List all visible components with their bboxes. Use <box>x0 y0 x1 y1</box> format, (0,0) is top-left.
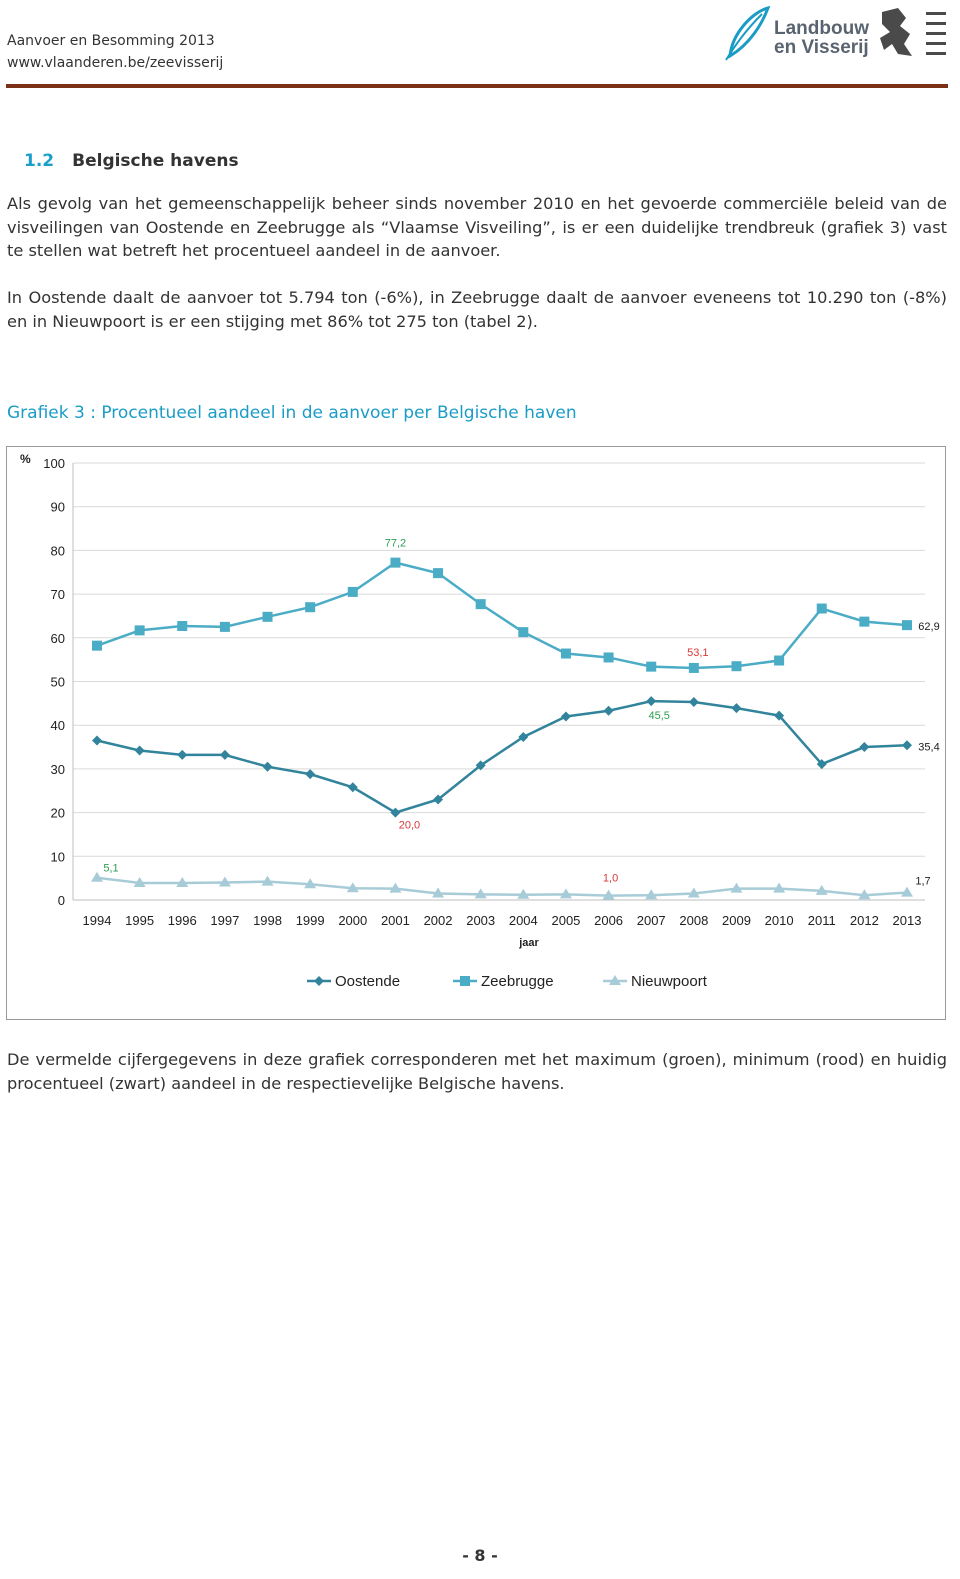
x-tick-label: 2011 <box>807 913 836 928</box>
x-tick-label: 2003 <box>466 913 496 928</box>
data-point-zeebrugge <box>177 621 187 631</box>
data-label: 20,0 <box>398 819 421 832</box>
data-point-zeebrugge <box>817 604 827 614</box>
data-point-oostende <box>305 769 315 779</box>
y-tick-label: 10 <box>50 849 65 865</box>
data-point-oostende <box>561 711 571 721</box>
data-point-zeebrugge <box>433 568 443 578</box>
x-tick-label: 1997 <box>210 913 240 928</box>
data-point-zeebrugge <box>859 617 869 627</box>
chart-container <box>6 446 946 1020</box>
x-tick-label: 2001 <box>380 913 410 928</box>
data-point-oostende <box>902 740 912 750</box>
series-line-zeebrugge <box>97 563 907 668</box>
x-tick-label: 2005 <box>551 913 581 928</box>
x-tick-label: 1998 <box>253 913 282 928</box>
y-tick-label: 0 <box>57 893 65 908</box>
data-point-oostende <box>646 696 656 706</box>
legend-label: Zeebrugge <box>481 973 554 990</box>
section-title: Belgische havens <box>72 151 239 171</box>
data-point-oostende <box>220 750 230 760</box>
legend-label: Nieuwpoort <box>631 973 707 990</box>
data-point-zeebrugge <box>689 663 699 673</box>
x-tick-label: 2006 <box>594 913 624 928</box>
data-label: 5,1 <box>103 862 119 875</box>
y-tick-label: 30 <box>50 761 65 777</box>
lion-icon <box>880 8 946 56</box>
chart-caption: Grafiek 3 : Procentueel aandeel in de aanvoer per Belgische haven <box>7 403 577 423</box>
x-tick-label: 1995 <box>125 913 155 928</box>
data-point-oostende <box>859 742 869 752</box>
x-tick-label: 1999 <box>295 913 325 928</box>
data-point-oostende <box>177 750 187 760</box>
y-tick-label: 50 <box>50 674 65 690</box>
paragraph-chart-note: De vermelde cijfergegevens in deze grafiek corresponderen met het maximum (groen), minimum (rood) en huidig procentueel (zwart) aandeel in de respectievelijke Belgische havens. <box>7 1050 947 1093</box>
logo-text-2: en Visserij <box>774 37 869 58</box>
y-tick-label: 100 <box>43 456 65 471</box>
data-point-zeebrugge <box>731 661 741 671</box>
data-point-oostende <box>263 762 273 772</box>
data-point-zeebrugge <box>646 662 656 672</box>
y-tick-label: 70 <box>50 587 65 603</box>
y-tick-label: 40 <box>50 718 65 734</box>
legend-label: Oostende <box>335 973 401 990</box>
x-tick-label: 2002 <box>423 913 453 928</box>
data-point-nieuwpoort <box>901 887 913 897</box>
data-point-zeebrugge <box>476 599 486 609</box>
data-point-zeebrugge <box>604 652 614 662</box>
data-label: 77,2 <box>384 537 407 550</box>
data-point-zeebrugge <box>902 620 912 630</box>
x-tick-label: 1994 <box>82 913 112 928</box>
data-point-zeebrugge <box>561 649 571 659</box>
data-point-zeebrugge <box>348 587 358 597</box>
data-label: 35,4 <box>918 741 940 754</box>
data-point-zeebrugge <box>518 627 528 637</box>
data-label: 45,5 <box>648 710 670 723</box>
x-tick-label: 2008 <box>679 913 709 928</box>
data-point-zeebrugge <box>92 641 102 651</box>
paragraph-intro: Als gevolg van het gemeenschappelijk beheer sinds november 2010 en het gevoerde commerciële beleid van de visveilingen van Oostende en Zeebrugge als “Vlaamse Visveiling”, is er een duidelijke trendbreuk (grafiek 3) vast te stellen wat betreft het procentueel aandeel in de aanvoer. <box>7 194 947 260</box>
paragraph-ports: In Oostende daalt de aanvoer tot 5.794 ton (-6%), in Zeebrugge daalt de aanvoer eveneens tot 10.290 ton (-8%) en in Nieuwpoort is er een stijging met 86% tot 275 ton (tabel 2). <box>7 288 947 331</box>
y-tick-label: 20 <box>50 805 65 821</box>
data-point-oostende <box>689 697 699 707</box>
data-point-zeebrugge <box>305 602 315 612</box>
y-tick-label: 60 <box>50 630 65 646</box>
data-point-nieuwpoort <box>91 872 103 882</box>
x-tick-label: 2007 <box>636 913 666 928</box>
document-title: Aanvoer en Besomming 2013 <box>7 33 215 49</box>
x-tick-label: 2013 <box>892 913 922 928</box>
data-point-oostende <box>604 706 614 716</box>
line-chart <box>7 447 944 1018</box>
data-point-oostende <box>731 703 741 713</box>
y-axis-label: % <box>20 452 31 466</box>
series-line-nieuwpoort <box>97 878 907 896</box>
data-point-zeebrugge <box>263 612 273 622</box>
leaf-icon <box>726 8 768 60</box>
data-point-zeebrugge <box>135 625 145 635</box>
data-label: 1,0 <box>602 872 619 885</box>
data-label: 62,9 <box>918 621 940 634</box>
y-tick-label: 90 <box>50 499 65 515</box>
website-link[interactable]: www.vlaanderen.be/zeevisserij <box>7 55 224 71</box>
data-point-zeebrugge <box>390 558 400 568</box>
legend-marker <box>460 976 470 986</box>
x-tick-label: 2009 <box>722 913 751 928</box>
section-heading <box>24 151 239 171</box>
y-tick-label: 80 <box>50 543 65 559</box>
page-number: - 8 - <box>462 1546 498 1565</box>
data-point-oostende <box>135 746 145 756</box>
header-divider <box>6 84 948 88</box>
x-tick-label: 2010 <box>764 913 794 928</box>
x-tick-label: 2004 <box>508 913 538 928</box>
x-tick-label: 2012 <box>849 913 879 928</box>
page-header <box>0 0 960 90</box>
data-label: 1,7 <box>915 875 931 888</box>
data-point-zeebrugge <box>774 656 784 666</box>
landbouw-visserij-logo <box>722 4 952 64</box>
series-line-oostende <box>97 701 907 812</box>
section-number: 1.2 <box>24 151 55 171</box>
x-axis-label: jaar <box>519 937 539 949</box>
data-label: 53,1 <box>687 646 709 659</box>
data-point-zeebrugge <box>220 622 230 632</box>
x-tick-label: 1996 <box>167 913 197 928</box>
x-tick-label: 2000 <box>338 913 368 928</box>
logo-text-1: Landbouw <box>774 18 869 39</box>
legend-marker <box>314 976 324 986</box>
data-point-oostende <box>92 735 102 745</box>
